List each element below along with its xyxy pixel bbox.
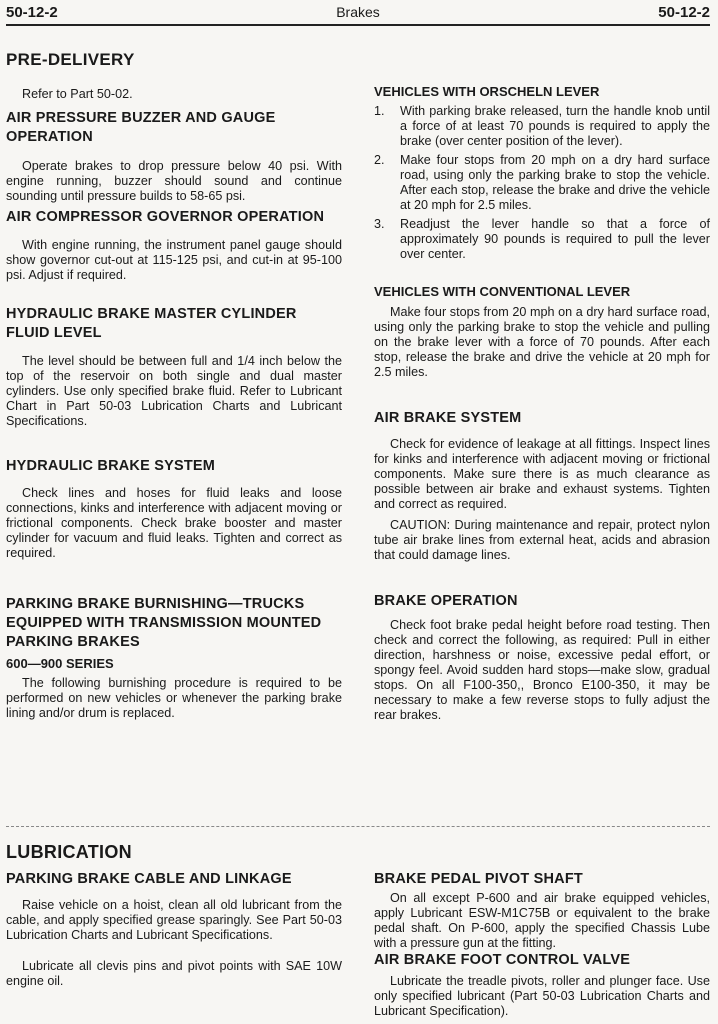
lubrication-heading: LUBRICATION — [6, 842, 132, 862]
hydraulic-system-heading: HYDRAULIC BRAKE SYSTEM — [6, 458, 216, 474]
foot-control-heading: AIR BRAKE FOOT CONTROL VALVE — [374, 952, 631, 968]
hydraulic-system-section — [6, 457, 342, 561]
air-pressure-section — [6, 109, 342, 204]
cable-text: Raise vehicle on a hoist, clean all old lubricant from the cable, and apply specified grease sparingly. See Part 50-03 Lubrication Charts and Lubricant Specifications. — [6, 898, 342, 942]
pivot-heading: BRAKE PEDAL PIVOT SHAFT — [374, 871, 583, 887]
foot-control-text: Lubricate the treadle pivots, roller and plunger face. Use only specified lubricant (Part 50-03 Lubrication Charts and Lubricant Specification). — [374, 974, 710, 1018]
section-title: Brakes — [336, 4, 380, 20]
caution-text: CAUTION: During maintenance and repair, protect nylon tube air brake lines from external heat, acids and abrasion that could damage lines. — [374, 518, 710, 562]
clevis-text: Lubricate all clevis pins and pivot points with SAE 10W engine oil. — [6, 959, 342, 988]
burnishing-heading: PARKING BRAKE BURNISHING—TRUCKS EQUIPPED WITH TRANSMISSION MOUNTED PARKING BRAKES — [6, 596, 322, 650]
list-item: 2. Make four stops from 20 mph on a dry hard surface road, using only the parking brake to stop the vehicle. After each stop, release the brake and drive the vehicle at 20 mph for 2.5 miles. — [374, 153, 710, 212]
list-item: 3. Readjust the lever handle so that a force of approximately 90 pounds is required to pull the lever over center. — [374, 217, 710, 261]
hydraulic-system-text: Check lines and hoses for fluid leaks and loose connections, kinks and interference with adjacent moving or frictional components. Check brake booster and master cylinder for vacuum and fluid leaks. Tighten and correct as required. — [6, 486, 342, 560]
foot-control-section — [374, 951, 710, 1019]
left-column — [6, 50, 342, 102]
burnishing-section — [6, 595, 342, 721]
conventional-text: Make four stops from 20 mph on a dry hard surface road, using only the parking brake to stop the vehicle and pulling on the brake lever with a force of 70 pounds. After each stop, release the brake and drive the vehicle at 20 mph for 2.5 miles. — [374, 305, 710, 379]
master-cylinder-text: The level should be between full and 1/4 inch below the top of the reservoir on both single and dual master cylinders. Use only specified brake fluid. Refer to Lubricant Chart in Part 50-03 Lubrication Charts and Lubricant Specifications. — [6, 354, 342, 428]
orscheln-steps — [374, 104, 710, 262]
master-cylinder-heading: HYDRAULIC BRAKE MASTER CYLINDER FLUID LEVEL — [6, 306, 297, 341]
page-header — [6, 4, 710, 26]
pre-delivery-heading: PRE-DELIVERY — [6, 50, 135, 69]
compressor-text: With engine running, the instrument panel gauge should show governor cut-out at 115-125 psi, and cut-in at 95-100 psi. Adjust if required. — [6, 238, 342, 282]
lubrication-section — [6, 842, 342, 989]
page-number-left: 50-12-2 — [6, 4, 58, 21]
pivot-text: On all except P-600 and air brake equipped vehicles, apply Lubricant ESW-M1C75B or equivalent to the brake pedal shaft. On P-600, apply the specified Chassis Lube with a pressure gun at the fitting. — [374, 891, 710, 950]
compressor-section — [6, 208, 342, 283]
series-subheading: 600—900 SERIES — [6, 656, 114, 671]
pre-delivery-text: Refer to Part 50-02. — [22, 87, 133, 101]
operation-heading: BRAKE OPERATION — [374, 593, 518, 609]
compressor-heading: AIR COMPRESSOR GOVERNOR OPERATION — [6, 209, 325, 225]
air-pressure-text: Operate brakes to drop pressure below 40 psi. With engine running, buzzer should sound and continue sounding until pressure builds to 58-65 psi. — [6, 159, 342, 203]
operation-text: Check foot brake pedal height before road testing. Then check and correct the following, as required: Pull in either direction, harshness or noise, excessive pedal effort, or spongy feel. Avoid sudden hard stops—make slow, gradual stops. On all F100-350,, Bronco E100-350, it may be necessary to make a few reverse stops to fully adjust the rear brakes. — [374, 618, 710, 722]
cable-heading: PARKING BRAKE CABLE AND LINKAGE — [6, 871, 292, 887]
air-brake-section — [374, 409, 710, 563]
master-cylinder-section — [6, 305, 342, 429]
air-brake-heading: AIR BRAKE SYSTEM — [374, 410, 522, 426]
orscheln-heading: VEHICLES WITH ORSCHELN LEVER — [374, 84, 600, 99]
pivot-section — [374, 870, 710, 951]
air-pressure-heading: AIR PRESSURE BUZZER AND GAUGE OPERATION — [6, 110, 276, 145]
list-item: 1. With parking brake released, turn the handle knob until a force of at least 70 pounds is required to apply the brake (over center position of the lever). — [374, 104, 710, 148]
conventional-heading: VEHICLES WITH CONVENTIONAL LEVER — [374, 284, 631, 299]
orscheln-section — [374, 83, 710, 266]
operation-section — [374, 592, 710, 723]
burnishing-text: The following burnishing procedure is required to be performed on new vehicles or whenever the parking brake lining and/or drum is replaced. — [6, 676, 342, 720]
section-divider — [6, 826, 710, 827]
conventional-section — [374, 283, 710, 380]
page-number-right: 50-12-2 — [658, 4, 710, 21]
air-brake-text: Check for evidence of leakage at all fittings. Inspect lines for kinks and interference with adjacent moving or frictional components. Make sure there is as much clearance as possible between air brake and exhaust systems. Tighten and correct as required. — [374, 437, 710, 511]
